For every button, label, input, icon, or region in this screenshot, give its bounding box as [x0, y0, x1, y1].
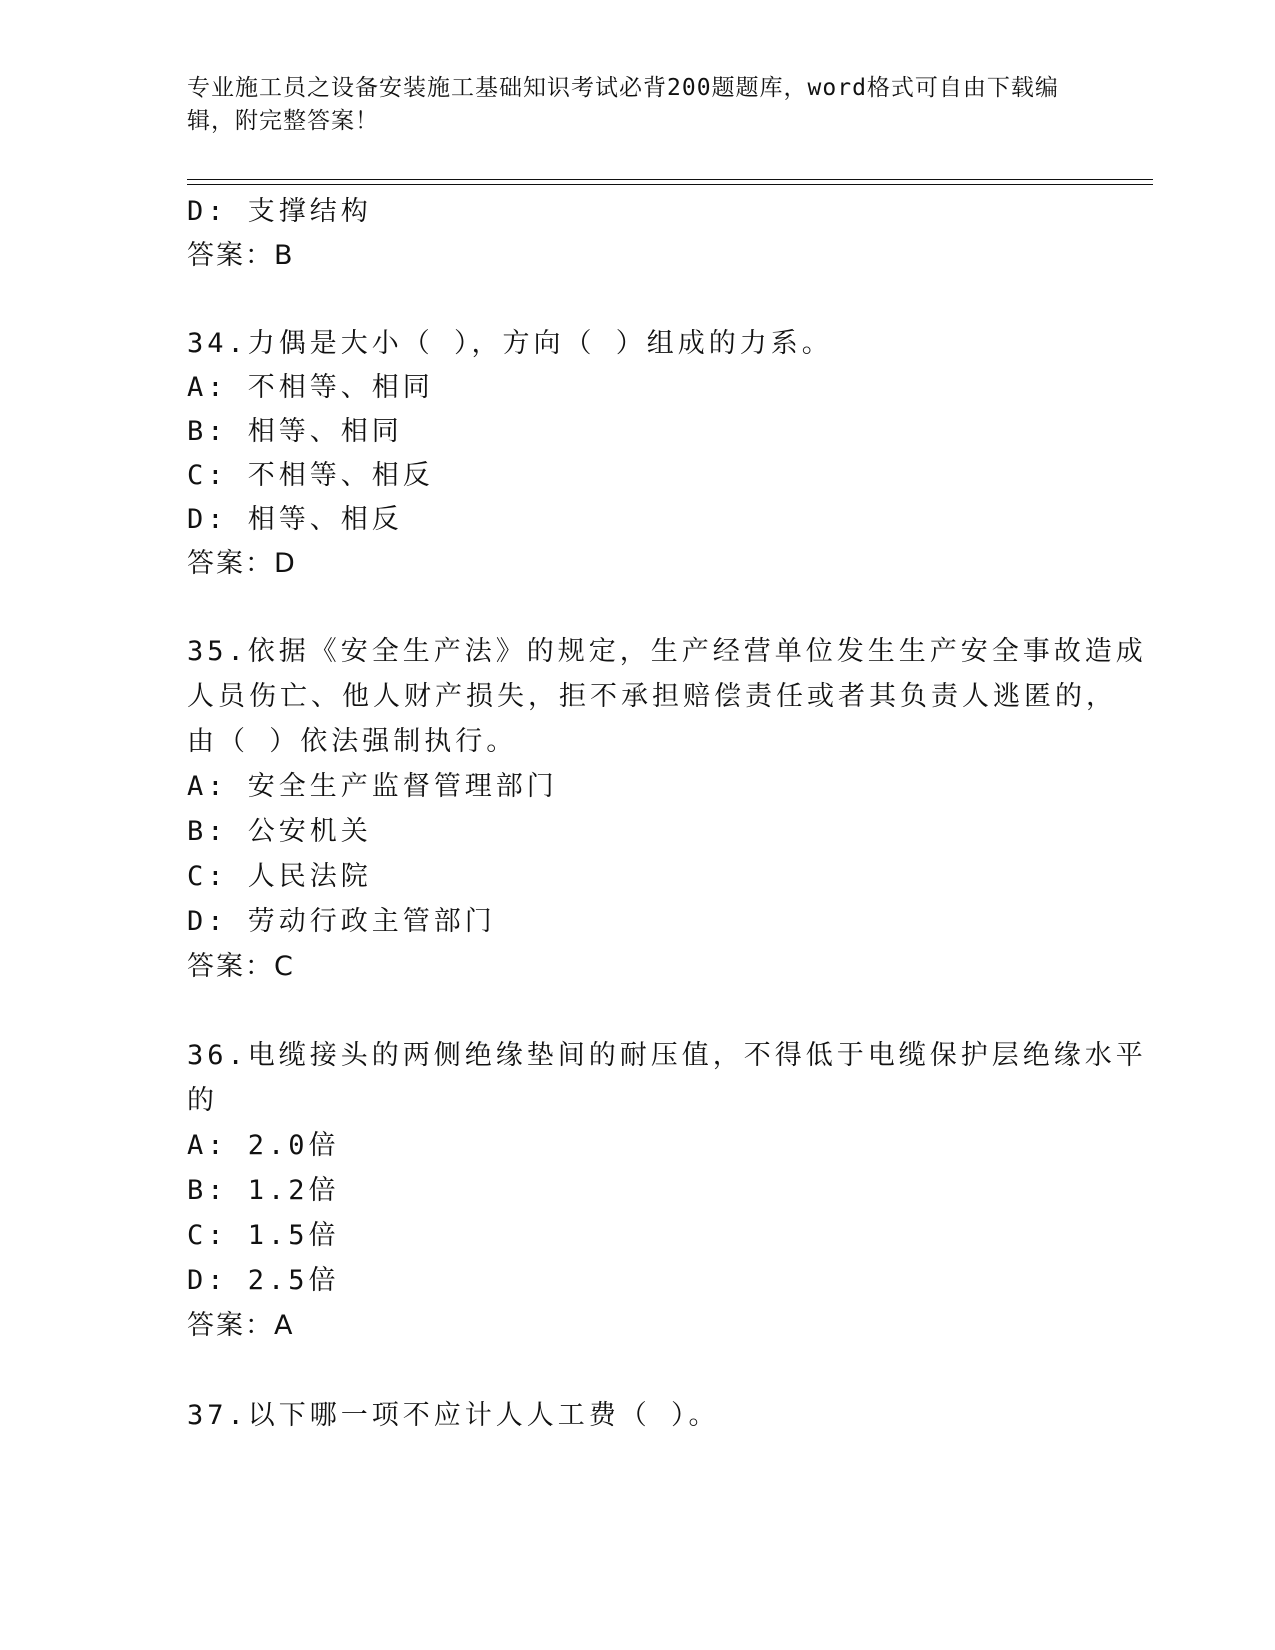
document-header: 专业施工员之设备安装施工基础知识考试必背200题题库，word格式可自由下载编辑，附完整答案！ [187, 75, 1059, 134]
question-35-option-c: C: 人民法院 [187, 861, 372, 892]
question-35-line-2: 人员伤亡、他人财产损失，拒不承担赔偿责任或者其负责人逃匿的， [187, 681, 1117, 712]
question-34-option-a: A: 不相等、相同 [187, 372, 434, 403]
question-34-option-d: D: 相等、相反 [187, 504, 403, 535]
question-35-option-a: A: 安全生产监督管理部门 [187, 771, 558, 802]
question-37-text: 37.以下哪一项不应计人人工费（ ）。 [187, 1400, 720, 1431]
question-36-option-c: C: 1.5倍 [187, 1220, 340, 1251]
question-35-line-1: 35.依据《安全生产法》的规定，生产经营单位发生生产安全事故造成 [187, 636, 1147, 667]
header-divider-top [187, 179, 1153, 180]
header-divider-bottom [187, 184, 1153, 185]
question-36-option-d: D: 2.5倍 [187, 1265, 340, 1296]
question-35-line-3: 由（ ）依法强制执行。 [187, 726, 518, 757]
question-36-answer: 答案：A [187, 1310, 295, 1341]
question-35-answer: 答案：C [187, 951, 295, 982]
question-35-option-b: B: 公安机关 [187, 816, 372, 847]
prev-option-d: D: 支撑结构 [187, 196, 372, 227]
question-36-option-a: A: 2.0倍 [187, 1130, 340, 1161]
question-34-option-b: B: 相等、相同 [187, 416, 403, 447]
question-36-line-2: 的 [187, 1085, 218, 1116]
question-34-answer: 答案：D [187, 548, 297, 579]
question-36-option-b: B: 1.2倍 [187, 1175, 340, 1206]
question-35-option-d: D: 劳动行政主管部门 [187, 906, 496, 937]
question-34-option-c: C: 不相等、相反 [187, 460, 434, 491]
question-36-line-1: 36.电缆接头的两侧绝缘垫间的耐压值，不得低于电缆保护层绝缘水平 [187, 1040, 1147, 1071]
prev-answer: 答案：B [187, 240, 295, 271]
question-34-text: 34.力偶是大小（ ），方向（ ）组成的力系。 [187, 328, 833, 359]
